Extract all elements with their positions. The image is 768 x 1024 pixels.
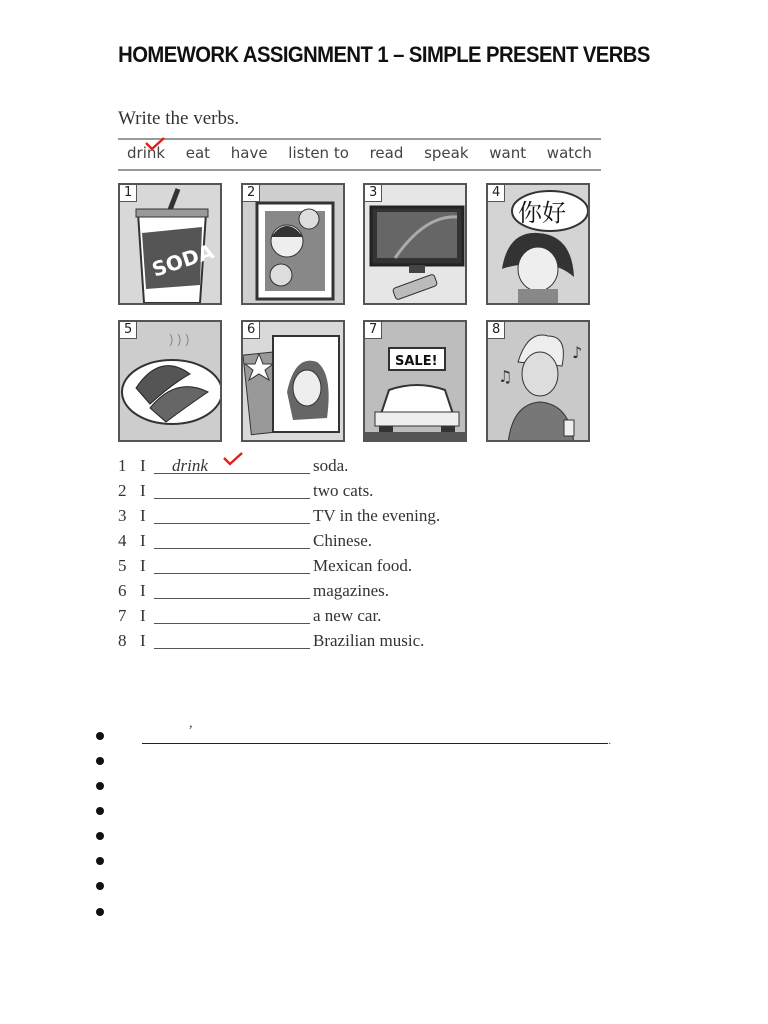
tacos-image: [120, 322, 222, 442]
verb-speak: speak: [424, 144, 469, 162]
verb-read: read: [369, 144, 404, 162]
answer-blank[interactable]: [154, 498, 310, 499]
picture-music: 8 ♪ ♫: [486, 320, 590, 442]
bullet-point: [96, 832, 104, 840]
picture-tacos: 5: [118, 320, 222, 442]
answer-blank[interactable]: [154, 548, 310, 549]
picture-soda: 1 SODA: [118, 183, 222, 305]
picture-tv: 3: [363, 183, 467, 305]
picture-cats: 2: [241, 183, 345, 305]
speaking-girl-image: [488, 185, 590, 305]
answer-blank[interactable]: [154, 623, 310, 624]
picture-magazines: 6: [241, 320, 345, 442]
listening-music-image: [488, 322, 590, 442]
verb-drink: drink: [127, 144, 166, 162]
picture-car: 7 SALE!: [363, 320, 467, 442]
answer-blank[interactable]: [154, 573, 310, 574]
bullet-point: [96, 782, 104, 790]
verb-have: have: [230, 144, 268, 162]
svg-text:♫: ♫: [498, 367, 513, 386]
answer-text: drink: [172, 456, 208, 475]
answer-blank[interactable]: [154, 598, 310, 599]
page-title: HOMEWORK ASSIGNMENT 1 – SIMPLE PRESENT VERBS: [118, 42, 650, 67]
verb-listen-to: listen to: [288, 144, 349, 162]
line-end-dots: ..: [606, 736, 611, 747]
picture-chinese: 4 你好: [486, 183, 590, 305]
car-sale-image: [365, 322, 467, 442]
writing-line[interactable]: [142, 743, 608, 744]
bullet-point: [96, 807, 104, 815]
magazines-image: [243, 322, 345, 442]
verb-eat: eat: [185, 144, 211, 162]
tv-image: [365, 185, 467, 305]
verb-box-top-rule: [118, 138, 601, 140]
bullet-point: [96, 732, 104, 740]
instruction-text: Write the verbs.: [118, 108, 240, 129]
soda-label: SODA: [148, 239, 217, 282]
verb-want: want: [489, 144, 527, 162]
sale-sign-text: SALE!: [395, 354, 438, 369]
cats-photo-image: [243, 185, 345, 305]
check-mark-icon: [144, 136, 166, 152]
verb-list: [118, 144, 601, 162]
verb-watch: watch: [546, 144, 592, 162]
bullet-point: [96, 757, 104, 765]
verb-box-bottom-rule: [118, 169, 601, 171]
speech-bubble-text: 你好: [518, 199, 566, 227]
answer-blank[interactable]: [154, 523, 310, 524]
stray-comma: ,: [189, 716, 193, 731]
bullet-point: [96, 857, 104, 865]
soda-cup-image: [120, 185, 222, 305]
bullet-point: [96, 908, 104, 916]
svg-text:♪: ♪: [572, 343, 583, 362]
answer-blank[interactable]: [154, 648, 310, 649]
bullet-point: [96, 882, 104, 890]
answer-check-mark-icon: [222, 451, 244, 467]
